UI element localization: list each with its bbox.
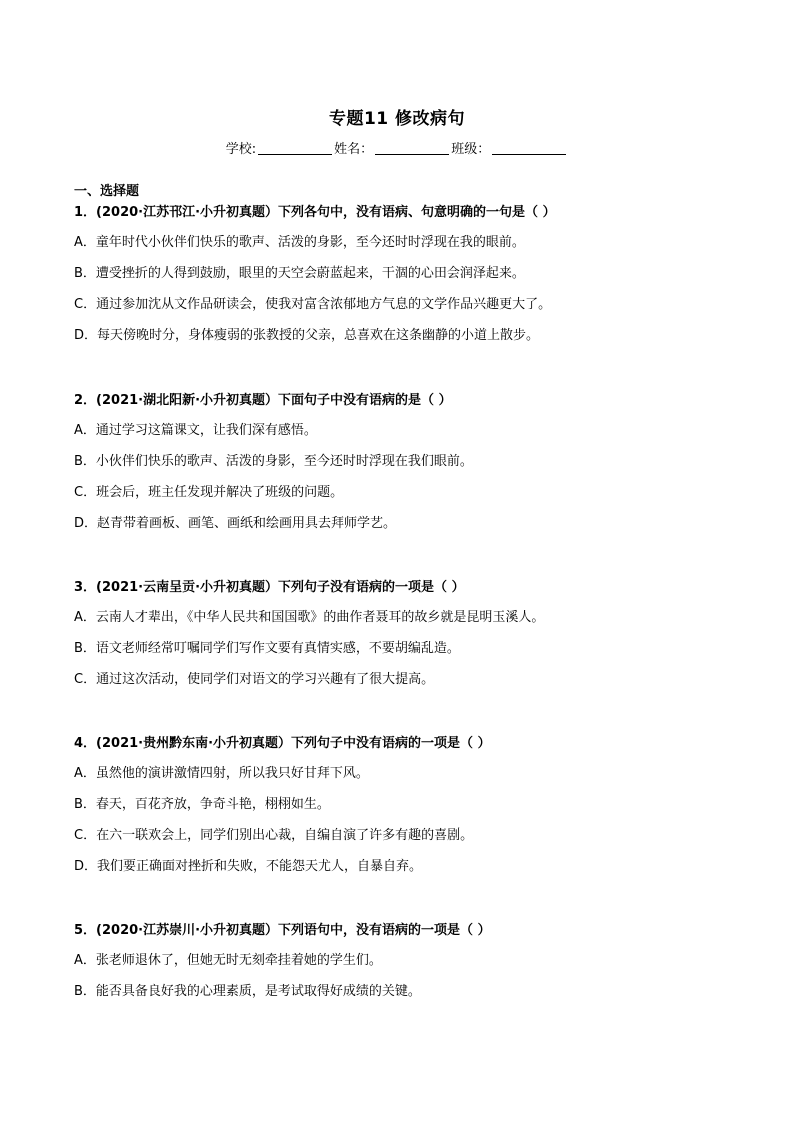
option-a: A．童年时代小伙伴们快乐的歌声、活泼的身影，至今还时时浮现在我的眼前。: [74, 235, 525, 250]
option-a: A．虽然他的演讲激情四射，所以我只好甘拜下风。: [74, 766, 369, 781]
question-4: [74, 734, 734, 882]
option-d: D．我们要正确面对挫折和失败，不能怨天尤人，自暴自弃。: [74, 859, 423, 874]
option-a: A．通过学习这篇课文，让我们深有感悟。: [74, 423, 317, 438]
question-3: [74, 578, 734, 695]
school-label: 学校:: [225, 142, 257, 157]
question-stem: 1．(2020·江苏邗江·小升初真题）下列各句中，没有语病、句意明确的一句是（ ）: [74, 205, 556, 220]
option-c: C．班会后，班主任发现并解决了班级的问题。: [74, 485, 344, 500]
option-b: B．春天，百花齐放，争奇斗艳，栩栩如生。: [74, 797, 330, 812]
option-c: C．通过这次活动，使同学们对语文的学习兴趣有了很大提高。: [74, 672, 435, 687]
question-2: [74, 391, 734, 539]
option-b: B．语文老师经常叮嘱同学们写作文要有真情实感，不要胡编乱造。: [74, 641, 460, 656]
option-a: A．云南人才辈出，《中华人民共和国国歌》的曲作者聂耳的故乡就是昆明玉溪人。: [74, 610, 545, 625]
name-blank: [375, 141, 449, 155]
school-blank: [258, 141, 332, 155]
section-heading: 一、选择题: [74, 184, 140, 199]
option-b: B．遭受挫折的人得到鼓励，眼里的天空会蔚蓝起来，干涸的心田会润泽起来。: [74, 266, 525, 281]
student-info-line: [0, 138, 794, 157]
option-c: C．在六一联欢会上，同学们别出心裁，自编自演了许多有趣的喜剧。: [74, 828, 474, 843]
question-5: [74, 921, 734, 1007]
name-label: 姓名：: [334, 142, 374, 157]
option-b: B．能否具备良好我的心理素质，是考试取得好成绩的关键。: [74, 984, 421, 999]
question-stem: 4．(2021·贵州黔东南·小升初真题）下列句子中没有语病的一项是（ ）: [74, 736, 491, 751]
class-label: 班级：: [451, 142, 491, 157]
question-1: [74, 203, 734, 351]
option-b: B．小伙伴们快乐的歌声、活泼的身影，至今还时时浮现在我们眼前。: [74, 454, 473, 469]
question-stem: 2．(2021·湖北阳新·小升初真题）下面句子中没有语病的是（ ）: [74, 393, 452, 408]
option-a: A．张老师退休了，但她无时无刻牵挂着她的学生们。: [74, 953, 382, 968]
option-c: C．通过参加沈从文作品研读会，使我对富含浓郁地方气息的文学作品兴趣更大了。: [74, 297, 552, 312]
question-stem: 5．(2020·江苏崇川·小升初真题）下列语句中，没有语病的一项是（ ）: [74, 923, 491, 938]
question-stem: 3．(2021·云南呈贡·小升初真题）下列句子没有语病的一项是（ ）: [74, 580, 465, 595]
option-d: D．赵青带着画板、画笔、画纸和绘画用具去拜师学艺。: [74, 516, 397, 531]
class-blank: [492, 141, 566, 155]
option-d: D．每天傍晚时分，身体瘦弱的张教授的父亲，总喜欢在这条幽静的小道上散步。: [74, 328, 540, 343]
document-title: 专题11 修改病句: [328, 109, 466, 129]
